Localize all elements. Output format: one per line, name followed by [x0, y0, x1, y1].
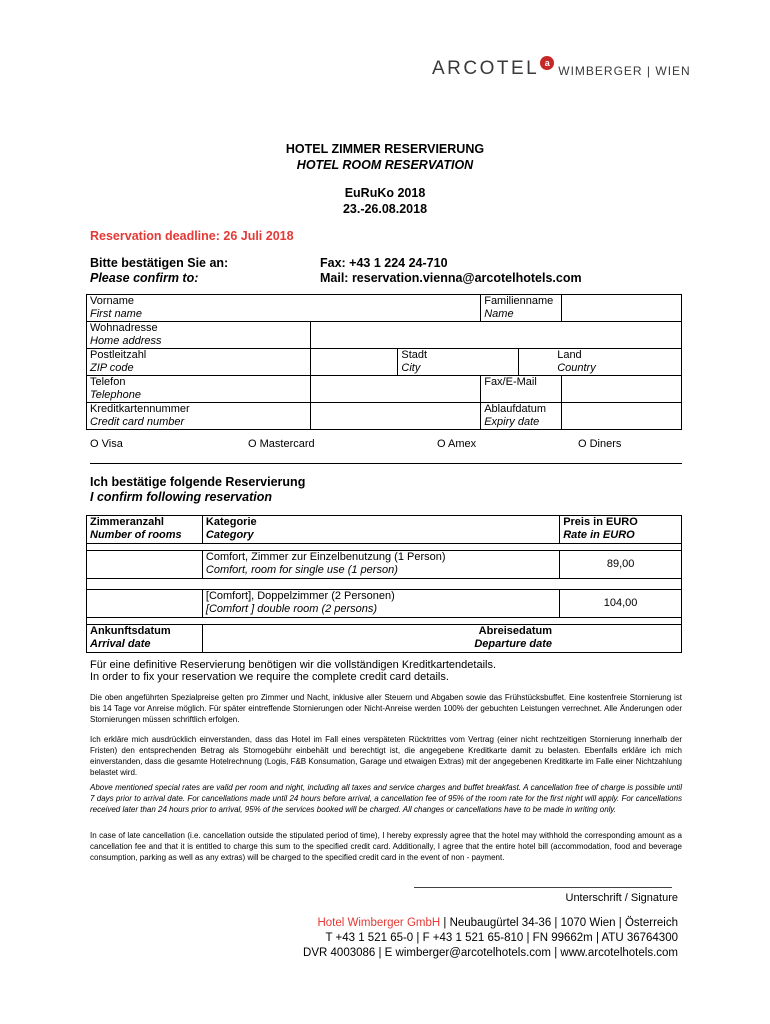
reservation-deadline: Reservation deadline: 26 Juli 2018	[90, 229, 294, 243]
card-option-diners[interactable]: O Diners	[578, 438, 622, 450]
header-rooms-count	[87, 516, 203, 544]
fax-email-label-cell	[481, 376, 562, 403]
header-category	[202, 516, 559, 544]
home-address-field[interactable]	[310, 322, 681, 349]
footer-registration: DVR 4003086 | E wimberger@arcotelhotels.com | www.arcotelhotels.com	[303, 947, 678, 959]
first-name-field[interactable]	[87, 295, 481, 322]
departure-date-label-en: Departure date	[474, 638, 552, 650]
departure-date-label-cell	[202, 625, 681, 653]
last-name-label-cell	[481, 295, 562, 322]
signature-label: Unterschrift / Signature	[565, 892, 678, 904]
footer-contact: T +43 1 521 65-0 | F +43 1 521 65-810 | FN 99662m | ATU 36764300	[325, 932, 678, 944]
header-price-label-en: Rate in EURO	[563, 529, 635, 541]
confirm-fax: Fax: +43 1 224 24-710	[320, 256, 448, 270]
header-price-label: Preis in EURO	[563, 516, 638, 528]
home-address-label-en: Home address	[90, 335, 162, 347]
room-single-quantity-field[interactable]	[87, 551, 203, 579]
spacer-row	[87, 544, 682, 551]
zip-label-cell	[87, 349, 311, 376]
logo-brand: ARCOTEL	[432, 58, 540, 79]
credit-card-label: Kreditkartennummer	[90, 403, 190, 415]
rooms-table	[86, 515, 682, 653]
first-name-label: Vorname	[90, 295, 135, 307]
fax-email-field[interactable]	[562, 376, 682, 403]
room-single-category	[202, 551, 559, 579]
note-credit-card-de: Für eine definitive Reservierung benötigen wir die vollständigen Kreditkartendetails.	[90, 659, 497, 671]
logo-sub: WIMBERGER | WIEN	[558, 64, 691, 78]
header-rooms-count-label: Zimmeranzahl	[90, 516, 164, 528]
telephone-label-cell	[87, 376, 311, 403]
footer-company: Hotel Wimberger GmbH	[317, 917, 441, 929]
title-de: HOTEL ZIMMER RESERVIERUNG	[285, 142, 485, 156]
telephone-label: Telefon	[90, 376, 126, 388]
room-double-label-en: [Comfort ] double room (2 persons)	[205, 603, 378, 615]
event-dates: 23.-26.08.2018	[342, 202, 428, 216]
credit-card-label-en: Credit card number	[90, 416, 185, 428]
expiry-label: Ablaufdatum	[484, 403, 546, 415]
room-single-label-en: Comfort, room for single use (1 person)	[205, 564, 398, 576]
logo-mark-icon: a	[540, 56, 554, 70]
departure-date-label: Abreisedatum	[478, 625, 552, 637]
title-en: HOTEL ROOM RESERVATION	[296, 158, 474, 172]
room-single-price: 89,00	[560, 551, 682, 579]
city-label: Stadt	[401, 349, 428, 361]
header-category-label: Kategorie	[205, 516, 257, 528]
hotel-logo	[432, 56, 691, 80]
terms-en-rates: Above mentioned special rates are valid per room and night, including all taxes and service charges and buffet breakfast. A cancellation free of charge is possible until 7 days prior to arrival date. For cancellations made until 24 hours before arrival, a cancellation fee of 95% of the room rate for the first night will apply. For cancellations received later than 24 hours prior to arrival, 95% of the services booked will be charged. All changes or cancellations have to be made in writing only.	[90, 783, 682, 814]
header-price	[560, 516, 682, 544]
event-name: EuRuKo 2018	[344, 186, 426, 200]
credit-card-field[interactable]	[310, 403, 481, 430]
arrival-date-label-en: Arrival date	[90, 638, 151, 650]
home-address-label: Wohnadresse	[90, 322, 158, 334]
confirm-de: Bitte bestätigen Sie an:	[90, 256, 229, 270]
reservation-heading-de: Ich bestätige folgende Reservierung	[90, 475, 306, 489]
room-double-label: [Comfort], Doppelzimmer (2 Personen)	[205, 590, 395, 602]
fax-email-label: Fax/E-Mail	[484, 376, 537, 388]
last-name-label: Familienname	[484, 295, 554, 307]
telephone-label-en: Telephone	[90, 389, 141, 401]
card-option-mastercard[interactable]: O Mastercard	[248, 438, 315, 450]
last-name-label-en: Name	[484, 308, 514, 320]
zip-label-en: ZIP code	[90, 362, 134, 374]
reservation-heading-en: I confirm following reservation	[90, 490, 272, 504]
credit-card-label-cell	[87, 403, 311, 430]
zip-label: Postleitzahl	[90, 349, 147, 361]
arrival-date-label: Ankunftsdatum	[90, 625, 171, 637]
card-option-amex[interactable]: O Amex	[437, 438, 477, 450]
telephone-field[interactable]	[310, 376, 481, 403]
footer-address-text: | Neubaugürtel 34-36 | 1070 Wien | Österreich	[440, 917, 678, 929]
confirm-mail: Mail: reservation.vienna@arcotelhotels.com	[320, 271, 582, 285]
room-double-price: 104,00	[560, 590, 682, 618]
terms-de-rates: Die oben angeführten Spezialpreise gelten pro Zimmer und Nacht, inklusive aller Steuern und Abgaben sowie das Frühstücksbuffet. Eine kostenfreie Stornierung ist bis 14 Tage vor Anreise möglich. Für später eintreffende Stornierungen oder Nicht-Anreise werden 100% der gebuchten Leistungen verrechnet. Alle Änderungen oder Stornierungen müssen schriftlich erfolgen.	[90, 693, 682, 724]
zip-field[interactable]	[310, 349, 398, 376]
header-rooms-count-label-en: Number of rooms	[90, 529, 182, 541]
country-field[interactable]	[519, 349, 682, 376]
room-double-quantity-field[interactable]	[87, 590, 203, 618]
city-field[interactable]	[398, 349, 519, 376]
terms-en-cancellation: In case of late cancellation (i.e. cancellation outside the stipulated period of time), I hereby expressly agree that the hotel may withhold the corresponding amount as a cancellation fee and that it is entitled to charge this sum to the specified credit card. Additionally, I agree that the entire hotel bill (accommodation, food and beverage consumption, parking as well as any extras) will be charged to the specified credit card in the event of non - payment.	[90, 831, 682, 862]
first-name-label-en: First name	[90, 308, 142, 320]
city-label-en: City	[401, 362, 421, 374]
footer-address	[317, 916, 678, 931]
guest-details-form	[86, 294, 682, 430]
expiry-label-cell	[481, 403, 562, 430]
country-label: Land	[557, 349, 582, 361]
spacer-row	[87, 579, 682, 590]
arrival-date-label-cell	[87, 625, 203, 653]
signature-line[interactable]	[414, 887, 672, 888]
country-label-en: Country	[557, 362, 596, 374]
card-option-visa[interactable]: O Visa	[90, 438, 123, 450]
spacer-row	[87, 618, 682, 625]
confirm-en: Please confirm to:	[90, 271, 199, 285]
expiry-field[interactable]	[562, 403, 682, 430]
expiry-label-en: Expiry date	[484, 416, 540, 428]
room-double-category	[202, 590, 559, 618]
note-credit-card-en: In order to fix your reservation we require the complete credit card details.	[90, 671, 449, 683]
terms-de-cancellation: Ich erkläre mich ausdrücklich einverstanden, dass das Hotel im Fall eines verspäteten Rücktrittes vom Vertrag (einer nicht rechtzeitigen Stornierung innerhalb der Fristen) den entsprechenden Betrag als Stornogebühr einbehält und berechtigt ist, die angegebene Kreditkarte damit zu belasten. Ebenfalls erkläre ich mich einverstanden, dass die gesamte Hotelrechnung (Logis, F&B Konsumation, Garage und etwaigen Extras) mit der angegebenen Kreditkarte im Falle einer Nichtzahlung belastet wird.	[90, 735, 682, 777]
section-divider	[90, 463, 682, 464]
last-name-field[interactable]	[562, 295, 682, 322]
home-address-label-cell	[87, 322, 311, 349]
room-single-label: Comfort, Zimmer zur Einzelbenutzung (1 Person)	[205, 551, 446, 563]
header-category-label-en: Category	[205, 529, 254, 541]
